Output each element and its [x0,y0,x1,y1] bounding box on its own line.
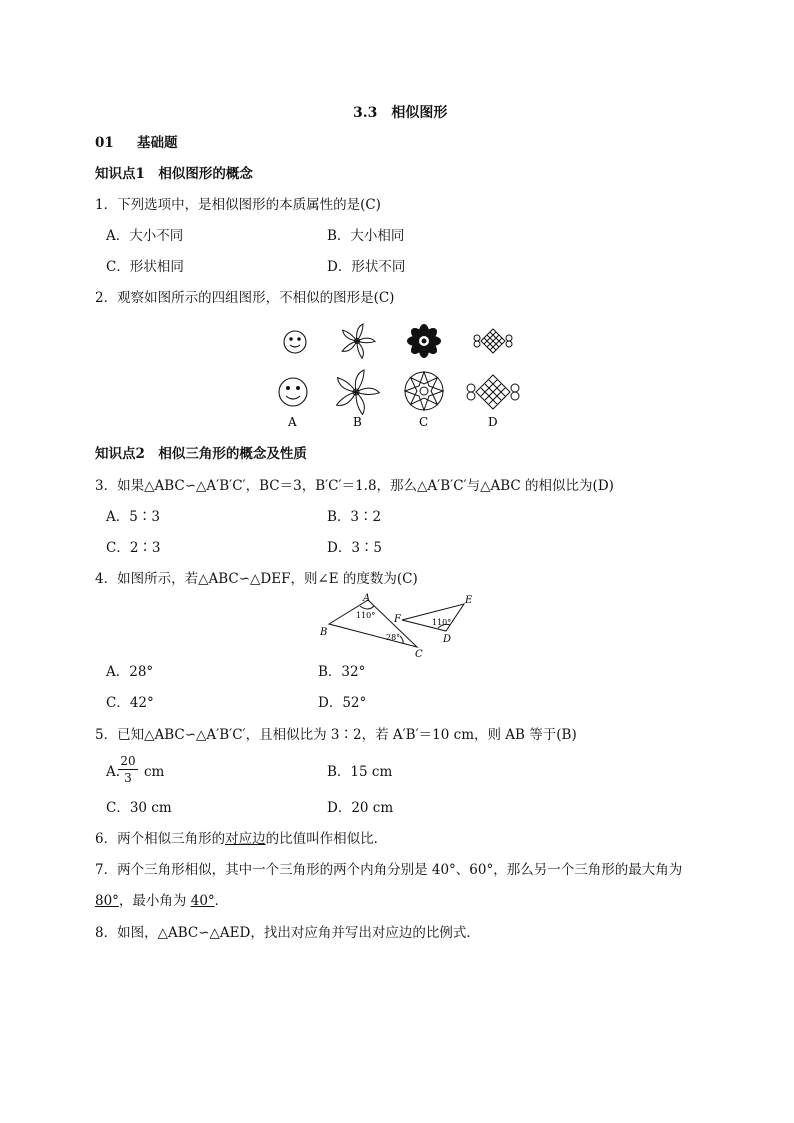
q1-option-c: C．形状相同 [106,259,184,275]
section-name: 基础题 [137,135,178,151]
q5-option-c: C．30 cm [106,800,172,816]
q1-stem: 1．下列选项中，是相似图形的本质属性的是(C) [95,197,381,213]
q3-option-b: B．3∶2 [327,509,382,525]
q3-option-d: D．3∶5 [327,540,383,556]
q1-option-d: D．形状不同 [327,259,406,275]
fraction-denominator: 3 [124,771,132,785]
large-pinwheel-flower-icon [335,370,380,415]
q1-option-a: A．大小不同 [106,228,184,244]
q4-option-b: B．32° [318,664,366,680]
q4-stem: 4．如图所示，若△ABC∽△DEF，则∠E 的度数为(C) [95,571,418,587]
large-smiley-icon [279,378,307,406]
q2-label-a: A [288,415,297,429]
q5-option-a-unit: cm [144,764,165,780]
q4-option-d: D．52° [318,695,367,711]
outlined-star-flower-icon [397,364,451,418]
q5-option-b: B．15 cm [327,764,393,780]
q2-stem: 2．观察如图所示的四组图形，不相似的图形是(C) [95,290,395,306]
q4-triangles-figure [312,592,482,660]
knowledge-point-2: 知识点2 相似三角形的概念及性质 [95,446,307,462]
q2-label-c: C [419,415,429,429]
q6-prefix: 6．两个相似三角形的 [95,831,226,847]
q6-line [95,829,387,849]
q7-answer-max: 80° [95,893,119,909]
q7-line-2 [95,891,228,911]
q6-answer: 对应边 [225,831,266,847]
q7-mid: ，最小角为 [118,893,191,909]
small-chinese-knot-icon [474,329,512,353]
q3-option-a: A．5∶3 [106,509,160,525]
q7-answer-min: 40° [190,893,215,909]
vertex-f-label: F [394,614,401,625]
small-smiley-icon [284,331,306,353]
q2-label-d: D [488,415,498,429]
page-title: 3.3 相似图形 [353,105,448,121]
q6-suffix: 的比值叫作相似比． [265,831,388,847]
q3-stem: 3．如果△ABC∽△A′B′C′，BC＝3，B′C′＝1.8，那么△A′B′C′与△ABC 的相似比为(D) [95,478,614,494]
q1-option-b: B．大小相同 [327,228,405,244]
vertex-e-label: E [465,595,473,606]
dark-flower-icon [407,324,441,358]
fraction-bar [118,769,138,770]
q2-label-b: B [353,415,362,429]
angle-d-label: 110° [432,618,452,627]
q5-option-a-prefix: A. [106,764,121,780]
q4-option-a: A．28° [106,664,154,680]
q5-stem: 5．已知△ABC∽△A′B′C′，且相似比为 3∶2，若 A′B′＝10 cm，则 AB 等于(B) [95,727,577,743]
large-chinese-knot-icon [467,375,519,409]
triangle-abc [329,600,417,647]
vertex-a-label: A [363,593,371,604]
q7-line-1: 7．两个三角形相似，其中一个三角形的两个内角分别是 40°、60°，那么另一个三角形的最大角为 [95,862,683,878]
knowledge-point-1: 知识点1 相似图形的概念 [95,166,253,182]
q5-option-a-fraction [118,754,138,785]
fraction-numerator: 20 [120,754,136,768]
angle-c-label: 28° [386,633,401,642]
q7-end: ． [214,893,229,909]
angle-a-label: 110° [356,611,376,620]
q2-figure [268,314,538,432]
section-number: 01 [95,135,114,151]
vertex-b-label: B [320,627,328,638]
vertex-d-label: D [443,634,452,645]
small-pinwheel-flower-icon [341,324,375,358]
q3-option-c: C．2∶3 [106,540,161,556]
q8-stem: 8．如图，△ABC∽△AED，找出对应角并写出对应边的比例式． [95,925,480,941]
q5-option-d: D．20 cm [327,800,394,816]
q4-option-c: C．42° [106,695,154,711]
vertex-c-label: C [415,649,423,660]
